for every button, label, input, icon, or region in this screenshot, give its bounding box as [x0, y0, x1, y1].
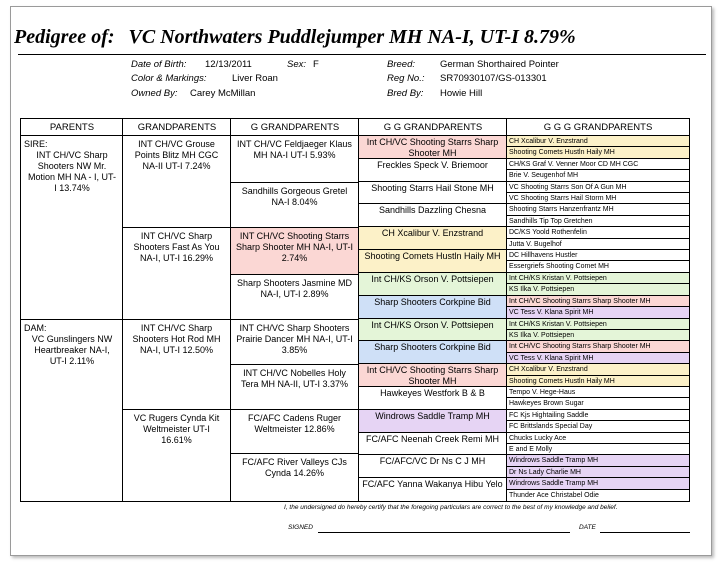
- signed-label: SIGNED: [288, 524, 313, 531]
- header-gg-grandparents: G G GRANDPARENTS: [359, 119, 507, 136]
- ggg-grandparent-cell: VC Shooting Starrs Hail Storm MH: [507, 193, 689, 204]
- reg-value: SR70930107/GS-013301: [440, 73, 547, 84]
- header-ggg-grandparents: G G G GRANDPARENTS: [507, 119, 689, 136]
- g-grandparent-cell: FC/AFC River Valleys CJs Cynda 14.26%: [242, 457, 347, 478]
- ggg-grandparent-cell: Brie V. Seugenhof MH: [507, 170, 689, 181]
- grandparent-cell: INT CH/VC Sharp Shooters Hot Rod MH NA-I, UT-I 12.50%: [123, 320, 230, 410]
- dam-name: VC Gunslingers NW Heartbreaker NA-I, UT-I 2.11%: [31, 334, 113, 366]
- sire-name: INT CH/VC Sharp Shooters NW Mr. Motion MH NA - I, UT-I 13.74%: [28, 150, 117, 193]
- ggg-grandparent-cell: CH Xcalibur V. Enzstrand: [507, 364, 689, 375]
- ggg-grandparent-cell: Int CH/KS Kristan V. Pottsiepen: [507, 273, 689, 284]
- sire-label: SIRE:: [24, 139, 48, 149]
- gg-grandparent-cell: Sharp Shooters Corkpine Bid: [359, 341, 506, 364]
- date-label: DATE: [579, 524, 596, 531]
- dob-value: 12/13/2011: [205, 59, 252, 70]
- ggg-grandparent-cell: Jutta V. Bugelhof: [507, 239, 689, 250]
- gg-grandparent-cell: CH Xcalibur V. Enzstrand: [359, 227, 506, 250]
- ggg-grandparent-cell: Windrows Saddle Tramp MH: [507, 455, 689, 466]
- dob-label: Date of Birth:: [131, 59, 187, 70]
- g-grandparent-cell: INT CH/VC Sharp Shooters Prairie Dancer MH NA-I, UT-I 3.85%: [231, 320, 358, 365]
- ggg-grandparent-cell: FC Kjs Hightailing Saddle: [507, 410, 689, 421]
- g-grandparent-cell: Sandhills Gorgeous Gretel NA-I 8.04%: [231, 183, 358, 228]
- ggg-grandparent-cell: Thunder Ace Christabel Odie: [509, 491, 599, 499]
- grandparent-cell: VC Rugers Cynda Kit Weltmeister UT-I 16.61%: [133, 413, 220, 445]
- g-grandparent-cell: FC/AFC Cadens Ruger Weltmeister 12.86%: [231, 410, 358, 454]
- g-grandparent-cell: INT CH/VC Feldjaeger Klaus MH NA-I UT-I 5.93%: [231, 136, 358, 183]
- title-rule: [18, 54, 706, 55]
- sex-label: Sex:: [287, 59, 307, 70]
- ggg-grandparent-cell: VC Shooting Starrs Son Of A Gun MH: [507, 182, 689, 193]
- g-grandparent-cell: Sharp Shooters Jasmine MD NA-I, UT-I 2.89%: [231, 275, 358, 320]
- owner-value: Carey McMillan: [190, 88, 256, 99]
- title-label: Pedigree of:: [14, 26, 115, 48]
- gg-grandparent-cell: FC/AFC/VC Dr Ns C J MH: [359, 455, 506, 478]
- gg-grandparent-cell: Sharp Shooters Corkpine Bid: [359, 296, 506, 319]
- gg-grandparent-cell: Shooting Comets Hustln Haily MH: [359, 250, 506, 273]
- ggg-grandparent-cell: Shooting Starrs Hanzenfrantz MH: [507, 204, 689, 215]
- gg-grandparent-cell: Int CH/KS Orson V. Pottsiepen: [359, 319, 506, 342]
- owner-label: Owned By:: [131, 88, 178, 99]
- gg-grandparent-cell: Shooting Starrs Hail Stone MH: [359, 182, 506, 205]
- ggg-grandparent-cell: Int CH/VC Shooting Starrs Sharp Shooter MH: [507, 341, 689, 352]
- header-parents: PARENTS: [21, 119, 123, 136]
- ggg-grandparent-cell: DC/KS Yoold Rothenfelin: [507, 227, 689, 238]
- dam-label: DAM:: [24, 323, 47, 333]
- dam-cell: [21, 320, 122, 501]
- gg-grandparent-cell: Hawkeyes Westfork B & B: [359, 387, 506, 410]
- ggg-grandparent-cell: FC Brittslands Special Day: [507, 421, 689, 432]
- header-g-grandparents: G GRANDPARENTS: [231, 119, 359, 136]
- bredby-value: Howie Hill: [440, 88, 483, 99]
- breed-label: Breed:: [387, 59, 415, 70]
- ggg-grandparent-cell: CH Xcalibur V. Enzstrand: [507, 136, 689, 147]
- ggg-grandparent-cell: Int CH/KS Kristan V. Pottsiepen: [507, 319, 689, 330]
- breed-value: German Shorthaired Pointer: [440, 59, 559, 70]
- gg-grandparent-cell: Int CH/VC Shooting Starrs Sharp Shooter MH: [359, 364, 506, 387]
- grandparent-cell: INT CH/VC Grouse Points Blitz MH CGC NA-II UT-I 7.24%: [123, 136, 230, 228]
- ggg-grandparent-cell: DC Hillhavens Hustler: [507, 250, 689, 261]
- gg-grandparent-cell: Sandhills Dazzling Chesna: [359, 204, 506, 227]
- ggg-grandparent-cell: VC Tess V. Klana Spirit MH: [507, 353, 689, 364]
- date-line[interactable]: [600, 532, 690, 533]
- ggg-grandparent-cell: Tempo V. Hege-Haus: [507, 387, 689, 398]
- dog-name: VC Northwaters Puddlejumper MH NA-I, UT-I 8.79%: [128, 26, 576, 48]
- gg-grandparent-cell: Int CH/VC Shooting Starrs Sharp Shooter MH: [359, 136, 506, 159]
- bredby-label: Bred By:: [387, 88, 424, 99]
- g-grandparent-cell: INT CH/VC Shooting Starrs Sharp Shooter MH NA-I, UT-I 2.74%: [231, 228, 358, 275]
- ggg-grandparent-cell: E and E Molly: [507, 444, 689, 455]
- ggg-grandparent-cell: Essergriefs Shooting Comet MH: [507, 261, 689, 272]
- g-grandparent-cell: INT CH/VC Nobelles Holy Tera MH NA-II, UT-I 3.37%: [231, 365, 358, 410]
- sex-value: F: [313, 59, 319, 70]
- gg-grandparent-cell: FC/AFC Neenah Creek Remi MH: [359, 433, 506, 456]
- ggg-grandparent-cell: Dr Ns Lady Charlie MH: [507, 467, 689, 478]
- ggg-grandparent-cell: Int CH/VC Shooting Starrs Sharp Shooter MH: [507, 296, 689, 307]
- header-grandparents: GRANDPARENTS: [123, 119, 231, 136]
- ggg-grandparent-cell: Shooting Comets Hustln Haily MH: [507, 147, 689, 158]
- gg-grandparent-cell: FC/AFC Yanna Wakanya Hibu Yelo: [362, 479, 503, 490]
- grandparent-cell: INT CH/VC Sharp Shooters Fast As You NA-I, UT-I 16.29%: [123, 228, 230, 320]
- dob-row: [131, 59, 186, 70]
- ggg-grandparent-cell: Hawkeyes Brown Sugar: [507, 398, 689, 409]
- color-value: Liver Roan: [232, 73, 278, 84]
- ggg-grandparent-cell: Windrows Saddle Tramp MH: [507, 478, 689, 489]
- page-title: [14, 26, 576, 49]
- gg-grandparent-cell: Windrows Saddle Tramp MH: [359, 410, 506, 433]
- ggg-grandparent-cell: KS Ilka V. Pottsiepen: [507, 284, 689, 295]
- reg-label: Reg No.:: [387, 73, 425, 84]
- certification-text: I, the undersigned do hereby certify that the foregoing particulars are correct to the best of my knowledge and belief.: [284, 504, 618, 511]
- gg-grandparent-cell: Freckles Speck V. Briemoor: [359, 159, 506, 182]
- ggg-grandparent-cell: Chucks Lucky Ace: [507, 433, 689, 444]
- signature-line[interactable]: [318, 532, 570, 533]
- ggg-grandparent-cell: Sandhills Tip Top Gretchen: [507, 216, 689, 227]
- ggg-grandparent-cell: KS Ilka V. Pottsiepen: [507, 330, 689, 341]
- ggg-grandparent-cell: VC Tess V. Klana Spirit MH: [507, 307, 689, 318]
- sire-cell: [21, 136, 122, 320]
- ggg-grandparent-cell: Shooting Comets Hustln Haily MH: [507, 376, 689, 387]
- pedigree-table: [20, 118, 690, 502]
- color-label: Color & Markings:: [131, 73, 207, 84]
- gg-grandparent-cell: Int CH/KS Orson V. Pottsiepen: [359, 273, 506, 296]
- ggg-grandparent-cell: CH/KS Graf V. Venner Moor CD MH CGC: [507, 159, 689, 170]
